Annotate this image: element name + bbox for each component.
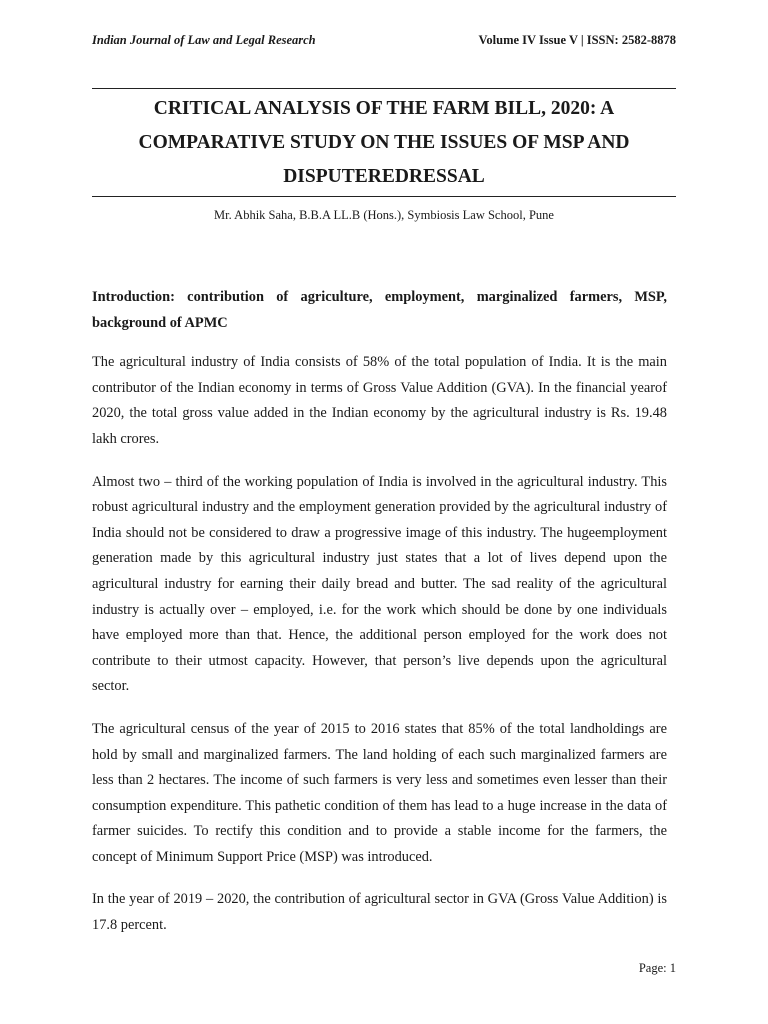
article-title-line-2: COMPARATIVE STUDY ON THE ISSUES OF MSP AND (138, 132, 630, 153)
page-number: Page: 1 (638, 961, 676, 975)
paragraph: In the year of 2019 – 2020, the contribution of agricultural sector in GVA (Gross Value Addition) is 17.8 percent. (92, 891, 667, 934)
article-title-line-3: DISPUTEREDRESSAL (283, 166, 485, 187)
paragraph: Almost two – third of the working population of India is involved in the agricultural industry. This robust agricultural industry and the employment generation provided by the agricultural industry of India should not be considered to draw a progressive image of this industry. The hugeemployment generation made by this agricultural industry just states that a lot of lives depend upon the agricultural industry for earning their daily bread and butter. The sad reality of the agricultural industry is actually over – employed, i.e. for the work which should be done by one individuals have employed more than that. Hence, the additional person employed for the work does not contribute to their utmost capacity. However, that person’s live depends upon the agricultural sector. (92, 473, 667, 695)
paragraph: The agricultural census of the year of 2015 to 2016 states that 85% of the total landholdings are hold by small and marginalized farmers. The land holding of each such marginalized farmers are less than 2 hectares. The income of such farmers is very less and sometimes even lesser than their consumption expenditure. This pathetic condition of them has lead to a huge increase in the data of farmer suicides. To rectify this condition and to provide a stable income for the farmers, the concept of Minimum Support Price (MSP) was introduced. (92, 720, 667, 865)
title-rule-top (92, 88, 676, 89)
journal-name: Indian Journal of Law and Legal Research (92, 33, 316, 47)
article-title (92, 92, 676, 194)
author-byline: Mr. Abhik Saha, B.B.A LL.B (Hons.), Symbiosis Law School, Pune (214, 208, 554, 222)
article-body (92, 285, 667, 956)
title-rule-bottom (92, 196, 676, 197)
article-title-line-1: CRITICAL ANALYSIS OF THE FARM BILL, 2020: A (153, 98, 615, 119)
paragraph: The agricultural industry of India consists of 58% of the total population of India. It is the main contributor of the Indian economy in terms of Gross Value Addition (GVA). In the financial yearof 2020, the total gross value added in the Indian economy by the agricultural industry is Rs. 19.48 lakh crores. (92, 354, 667, 447)
volume-issn: Volume IV Issue V | ISSN: 2582-8878 (478, 33, 676, 47)
section-heading: Introduction: contribution of agriculture, employment, marginalized farmers, MSP, background of APMC (92, 289, 667, 331)
page-header (92, 33, 676, 48)
